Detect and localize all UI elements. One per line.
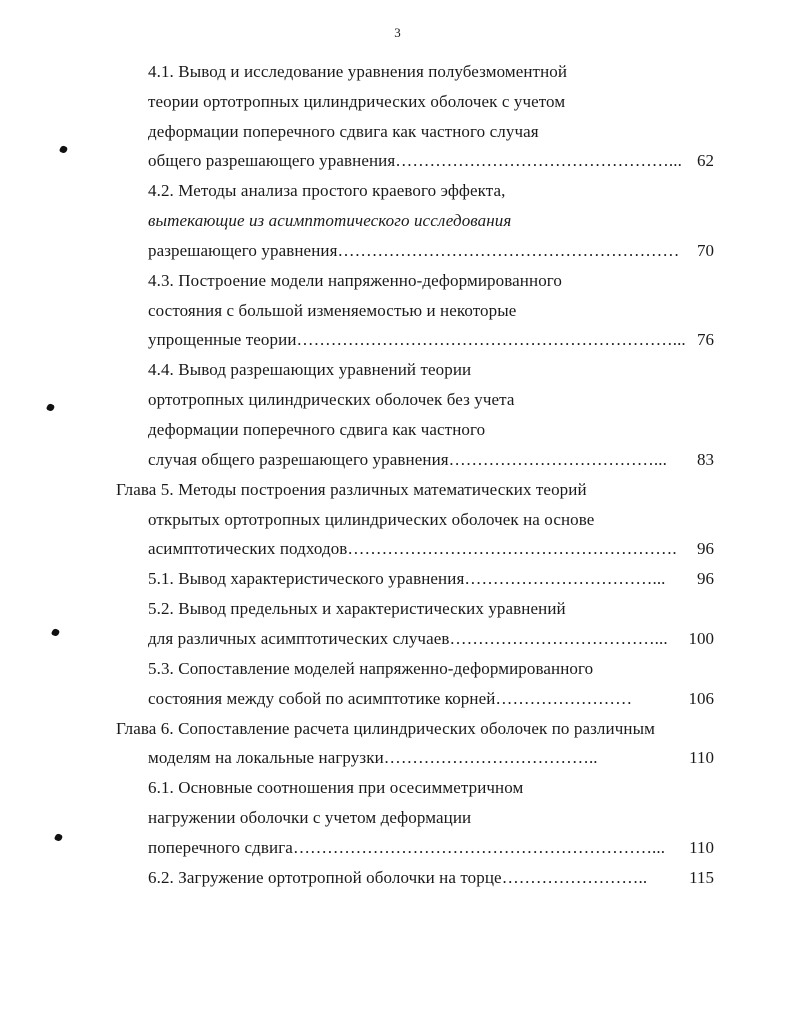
toc-page-number: 110	[689, 838, 714, 857]
toc-line: 4.3. Построение модели напряженно-деформированного	[148, 271, 563, 290]
toc-chapter-line: Глава 6. Сопоставление расчета цилиндрических оболочек по различным	[116, 719, 655, 738]
toc-line: 5.3. Сопоставление моделей напряженно-деформированного	[148, 659, 594, 678]
toc-line: поперечного сдвига………………………………………………………...	[148, 838, 666, 857]
page-number: 3	[394, 25, 401, 40]
toc-line: случая общего разрешающего уравнения………………………………...	[148, 450, 667, 469]
scan-speck	[46, 403, 55, 412]
toc-line: вытекающие из асимптотического исследования	[148, 211, 512, 230]
toc-page-number: 100	[688, 629, 714, 648]
toc-line: 4.1. Вывод и исследование уравнения полубезмоментной	[148, 62, 568, 81]
toc-line: деформации поперечного сдвига как частного случая	[148, 122, 539, 141]
toc-line: разрешающего уравнения……………………………………………………	[148, 241, 680, 260]
toc-line: 5.2. Вывод предельных и характеристических уравнений	[148, 599, 566, 618]
toc-line: теории ортотропных цилиндрических оболочек с учетом	[148, 92, 566, 111]
toc-page-number: 62	[697, 151, 714, 170]
toc-line: 4.4. Вывод разрешающих уравнений теории	[148, 360, 472, 379]
toc-page-number: 115	[689, 868, 714, 887]
toc-line: ортотропных цилиндрических оболочек без учета	[148, 390, 515, 409]
toc-page-number: 83	[697, 450, 714, 469]
toc-line: состояния с большой изменяемостью и некоторые	[148, 301, 517, 320]
scan-speck	[51, 628, 60, 637]
toc-line: упрощенные теории…………………………………………………………...	[148, 330, 686, 349]
toc-page-number: 76	[697, 330, 714, 349]
toc-line: нагружении оболочки с учетом деформации	[148, 808, 472, 827]
toc-line: 5.1. Вывод характеристического уравнения……………………………...	[148, 569, 666, 588]
toc-chapter-line: Глава 5. Методы построения различных математических теорий	[116, 480, 587, 499]
toc-page-number: 70	[697, 241, 714, 260]
toc-line: 6.2. Загружение ортотропной оболочки на торце……………………..	[148, 868, 648, 887]
toc-line: состояния между собой по асимптотике корней……………………	[148, 689, 633, 708]
toc-page-number: 110	[689, 748, 714, 767]
toc-line: открытых ортотропных цилиндрических оболочек на основе	[148, 510, 595, 529]
toc-line: моделям на локальные нагрузки………………………………..	[148, 748, 598, 767]
toc-line: асимптотических подходов………………………………………………….	[148, 539, 677, 558]
scan-speck	[59, 145, 68, 154]
toc-line: 4.2. Методы анализа простого краевого эффекта,	[148, 181, 506, 200]
toc-page-number: 96	[697, 539, 714, 558]
toc-line: деформации поперечного сдвига как частного	[148, 420, 486, 439]
toc-line: общего разрешающего уравнения…………………………………………...	[148, 151, 682, 170]
toc-page-number: 96	[697, 569, 714, 588]
scan-speck	[54, 833, 63, 842]
toc-line: 6.1. Основные соотношения при осесимметричном	[148, 778, 524, 797]
toc-page-number: 106	[688, 689, 714, 708]
toc-line: для различных асимптотических случаев………………………………...	[148, 629, 668, 648]
